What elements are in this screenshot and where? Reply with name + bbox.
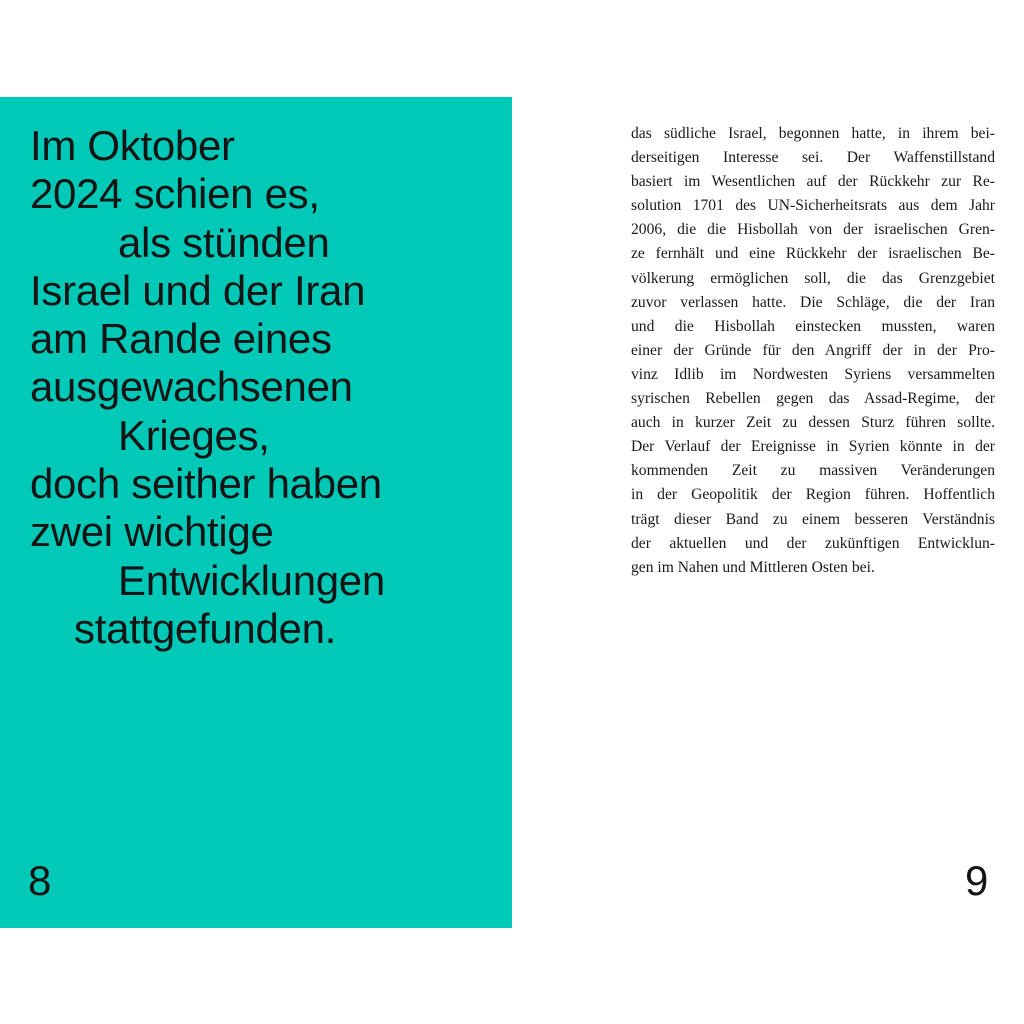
body-line: einer der Gründe für den Angriff der in der Pro- [631, 341, 995, 359]
quote-line: zwei wichtige [30, 508, 274, 556]
body-line: derseitigen Interesse sei. Der Waffenstillstand [631, 149, 995, 167]
body-text [631, 122, 995, 580]
body-line: gen im Nahen und Mittleren Osten bei. [631, 558, 875, 576]
body-line: basiert im Wesentlichen auf der Rückkehr zur Re- [631, 173, 995, 191]
body-line: völkerung ermöglichen soll, die das Grenzgebiet [631, 269, 995, 287]
quote-line: am Rande eines [30, 315, 332, 363]
quote-line: doch seither haben [30, 460, 382, 508]
quote-line: 2024 schien es, [30, 170, 320, 218]
body-line: zuvor verlassen hatte. Die Schläge, die der Iran [631, 293, 995, 311]
body-line: und die Hisbollah einstecken mussten, waren [631, 317, 995, 335]
page-number-right: 9 [965, 857, 989, 904]
quote-line: stattgefunden. [74, 604, 337, 652]
quote-line: Krieges, [118, 411, 270, 459]
body-line: das südliche Israel, begonnen hatte, in ihrem bei- [631, 125, 995, 142]
body-line: der aktuellen und der zukünftigen Entwicklun- [631, 534, 995, 552]
body-line: vinz Idlib im Nordwesten Syriens versammelten [631, 365, 995, 383]
quote-line: Israel und der Iran [30, 266, 366, 314]
body-line: syrischen Rebellen gegen das Assad-Regime, der [631, 390, 995, 408]
body-line: solution 1701 des UN-Sicherheitsrats aus dem Jahr [631, 197, 995, 215]
quote-line: als stünden [118, 218, 330, 266]
pull-quote [30, 122, 385, 653]
body-line: Der Verlauf der Ereignisse in Syrien könnte in der [631, 438, 995, 456]
body-line: trägt dieser Band zu einem besseren Verständnis [631, 510, 995, 528]
body-line: in der Geopolitik der Region führen. Hoffentlich [631, 486, 995, 504]
page-number-left: 8 [28, 857, 52, 904]
body-line: ze fernhält und eine Rückkehr der israelischen Be- [631, 245, 995, 263]
body-line: 2006, die die Hisbollah von der israelischen Gren- [631, 221, 995, 239]
quote-line: ausgewachsenen [30, 363, 353, 411]
body-line: auch in kurzer Zeit zu dessen Sturz führen sollte. [631, 414, 995, 432]
body-line: kommenden Zeit zu massiven Veränderungen [631, 462, 995, 480]
quote-line: Entwicklungen [118, 556, 385, 604]
quote-line: Im Oktober [30, 122, 235, 169]
